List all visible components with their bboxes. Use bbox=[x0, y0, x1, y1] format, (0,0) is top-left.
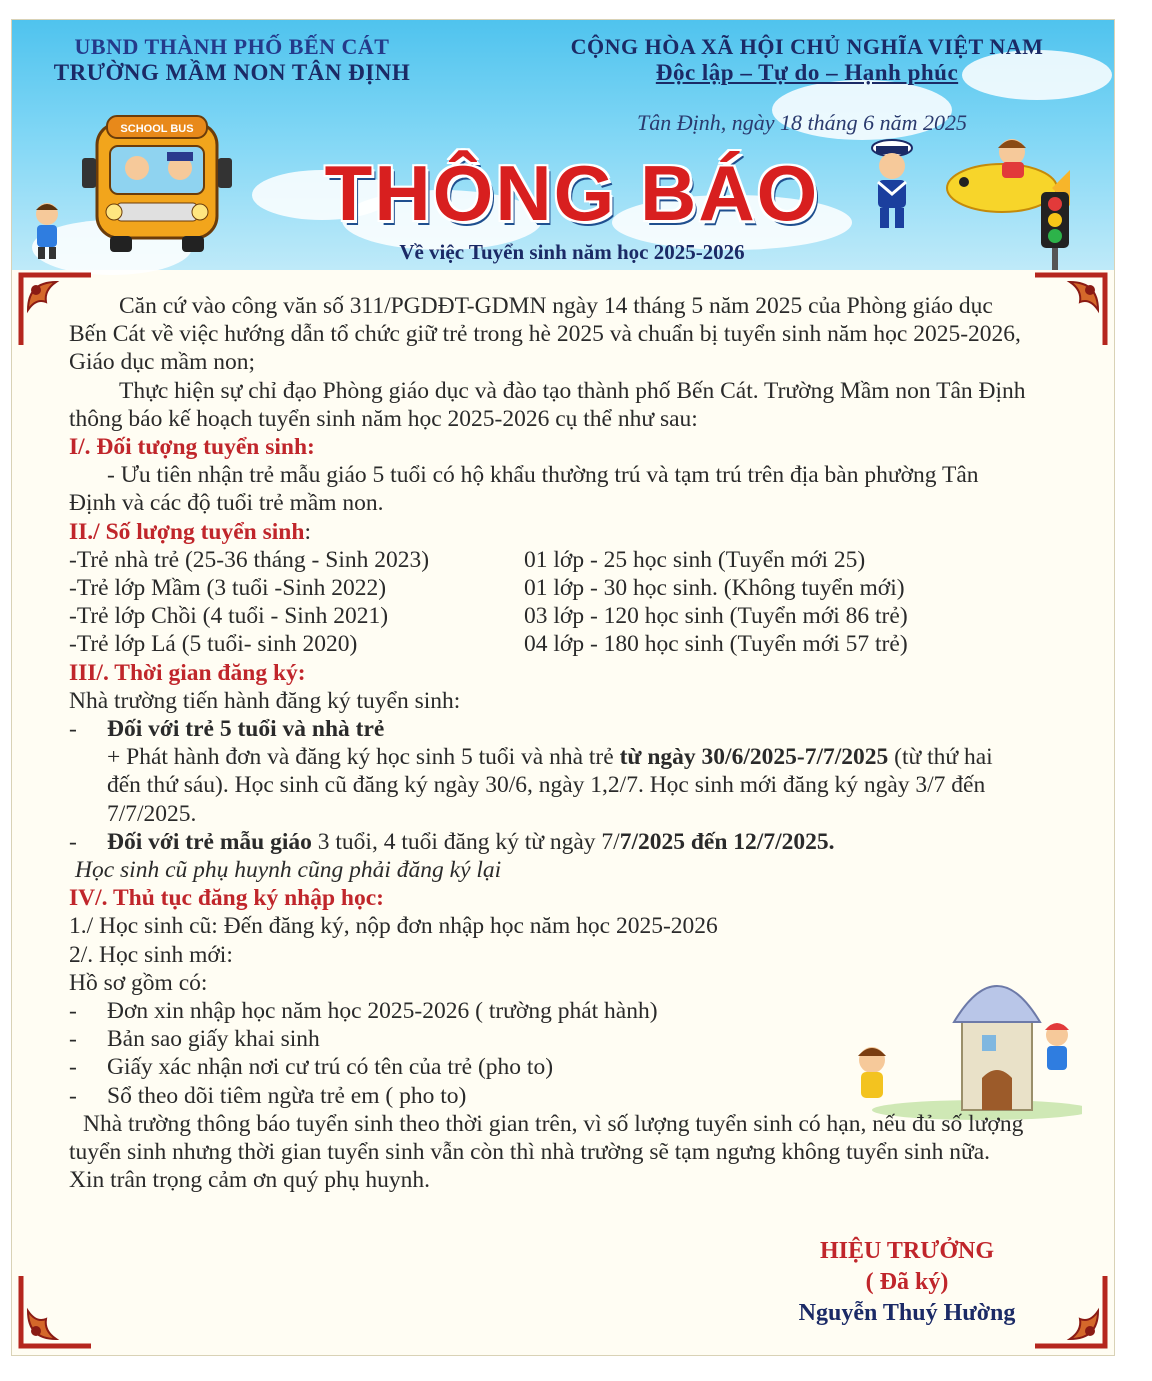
quota-group: -Trẻ lớp Lá (5 tuổi- sinh 2020) bbox=[69, 631, 358, 658]
quota-group: -Trẻ nhà trẻ (25-36 tháng - Sinh 2023) bbox=[69, 546, 430, 573]
notice-body bbox=[69, 292, 1029, 1195]
quota-row bbox=[69, 602, 1029, 630]
intro-paragraph: Căn cứ vào công văn số 311/PGDĐT-GDMN ngày 14 tháng 5 năm 2025 của Phòng giáo dục Bến Cát về việc hướng dẫn tổ chức giữ trẻ trong hè 2025 và chuẩn bị tuyển sinh năm học 2025-2026, Giáo dục mầm non; bbox=[69, 293, 1021, 376]
section-heading: IV/. Thủ tục đăng ký nhập học: bbox=[69, 885, 384, 912]
list-item bbox=[69, 1025, 1029, 1053]
bus-label: SCHOOL BUS bbox=[120, 123, 194, 135]
list-item bbox=[69, 1053, 1029, 1081]
registration-text: (từ thứ hai đến thứ sáu). Học sinh cũ đăng ký ngày 30/6, ngày 1,2/7. Học sinh mới đăng ký ngày 3/7 đến 7/7/2025. bbox=[107, 744, 993, 827]
kid-icon bbox=[26, 200, 68, 260]
traffic-light-icon bbox=[1037, 190, 1073, 270]
national-motto: Độc lập – Tự do – Hạnh phúc bbox=[655, 60, 959, 85]
issuer-school: TRƯỜNG MẦM NON TÂN ĐỊNH bbox=[53, 60, 411, 85]
page-title: THÔNG BÁO bbox=[324, 149, 820, 237]
signer-name: Nguyễn Thuý Hường bbox=[798, 1300, 1016, 1326]
document-item: Đơn xin nhập học năm học 2025-2026 ( trường phát hành) bbox=[107, 998, 658, 1025]
quota-detail: 01 lớp - 30 học sinh. (Không tuyển mới) bbox=[524, 575, 905, 602]
registration-detail bbox=[69, 743, 1029, 828]
list-dash: - bbox=[69, 716, 77, 743]
national-motto-block bbox=[512, 34, 1102, 86]
national-title: CỘNG HÒA XÃ HỘI CHỦ NGHĨA VIỆT NAM bbox=[570, 34, 1044, 59]
intro-paragraph: Thực hiện sự chỉ đạo Phòng giáo dục và đào tạo thành phố Bến Cát. Trường Mầm non Tân Định thông báo kế hoạch tuyển sinh năm học 2025-2026 cụ thể như sau: bbox=[69, 377, 1026, 432]
list-dash: - bbox=[69, 828, 77, 855]
list-item bbox=[69, 1082, 1029, 1110]
ornament-corner-icon bbox=[16, 1271, 96, 1351]
section-heading: I/. Đối tượng tuyển sinh: bbox=[69, 434, 315, 461]
quota-detail: 03 lớp - 120 học sinh (Tuyển mới 86 trẻ) bbox=[524, 603, 908, 630]
quota-group: -Trẻ lớp Chồi (4 tuổi - Sinh 2021) bbox=[69, 603, 389, 630]
quota-row bbox=[69, 630, 1029, 658]
registration-text: + Phát hành đơn và đăng ký học sinh 5 tuổi và nhà trẻ bbox=[107, 744, 620, 771]
registration-dates: từ ngày 30/6/2025-7/7/2025 bbox=[619, 744, 889, 771]
section-heading: II./ Số lượng tuyển sinh bbox=[69, 518, 305, 545]
page-subtitle: Về việc Tuyển sinh năm học 2025-2026 bbox=[399, 240, 745, 264]
section-text: 1./ Học sinh cũ: Đến đăng ký, nộp đơn nhập học năm học 2025-2026 bbox=[69, 913, 718, 940]
issuer-authority: UBND THÀNH PHỐ BẾN CÁT bbox=[74, 34, 390, 59]
quota-group: -Trẻ lớp Mầm (3 tuổi -Sinh 2022) bbox=[69, 575, 387, 602]
group-title: Đối với trẻ 5 tuổi và nhà trẻ bbox=[107, 716, 385, 743]
closing-paragraph: Nhà trường thông báo tuyển sinh theo thời gian trên, vì số lượng tuyển sinh có hạn, nếu đủ số lượng tuyển sinh nhưng thời gian tuyển sinh vẫn còn thì nhà trường sẽ tạm ngưng không tuyển sinh nữa. Xin trân trọng cảm ơn quý phụ huynh. bbox=[69, 1110, 1024, 1194]
document-item: Bản sao giấy khai sinh bbox=[107, 1026, 320, 1053]
registration-dates: 7/2025 đến 12/7/2025. bbox=[619, 828, 835, 855]
section-heading-colon: : bbox=[304, 518, 311, 545]
issuer-block bbox=[37, 34, 427, 86]
section-text: Hồ sơ gồm có: bbox=[69, 969, 208, 996]
list-item bbox=[69, 997, 1029, 1025]
registration-group bbox=[69, 828, 1029, 856]
issue-date: Tân Định, ngày 18 tháng 6 năm 2025 bbox=[637, 110, 967, 135]
school-bus-icon bbox=[72, 108, 242, 258]
registration-note: Học sinh cũ phụ huynh cũng phải đăng ký lại bbox=[75, 857, 502, 884]
registration-group bbox=[69, 715, 1029, 743]
section-text: - Ưu tiên nhận trẻ mẫu giáo 5 tuổi có hộ khẩu thường trú và tạm trú trên địa bàn phường Tân Định và các độ tuổi trẻ mầm non. bbox=[69, 462, 979, 517]
section-text: 2/. Học sinh mới: bbox=[69, 941, 233, 968]
document-item: Giấy xác nhận nơi cư trú có tên của trẻ (pho to) bbox=[107, 1054, 554, 1081]
list-dash: - bbox=[69, 1082, 77, 1109]
list-dash: - bbox=[69, 1026, 77, 1053]
ornament-corner-icon bbox=[1030, 270, 1110, 350]
signature-block bbox=[742, 1236, 1072, 1329]
list-dash: - bbox=[69, 1054, 77, 1081]
list-dash: - bbox=[69, 998, 77, 1025]
quota-row bbox=[69, 546, 1029, 574]
quota-detail: 04 lớp - 180 học sinh (Tuyển mới 57 trẻ) bbox=[524, 631, 908, 658]
registration-text: 3 tuổi, 4 tuổi đăng ký từ ngày 7/ bbox=[311, 828, 620, 855]
sky-banner bbox=[12, 20, 1114, 270]
signed-note: ( Đã ký) bbox=[865, 1269, 949, 1295]
quota-detail: 01 lớp - 25 học sinh (Tuyển mới 25) bbox=[524, 546, 866, 573]
group-title: Đối với trẻ mẫu giáo bbox=[107, 828, 312, 855]
signer-role: HIỆU TRƯỞNG bbox=[819, 1238, 995, 1264]
section-heading: III/. Thời gian đăng ký: bbox=[69, 659, 306, 686]
document-item: Sổ theo dõi tiêm ngừa trẻ em ( pho to) bbox=[107, 1082, 467, 1109]
section-text: Nhà trường tiến hành đăng ký tuyển sinh: bbox=[69, 687, 461, 714]
announcement-poster bbox=[12, 20, 1114, 1355]
quota-row bbox=[69, 574, 1029, 602]
